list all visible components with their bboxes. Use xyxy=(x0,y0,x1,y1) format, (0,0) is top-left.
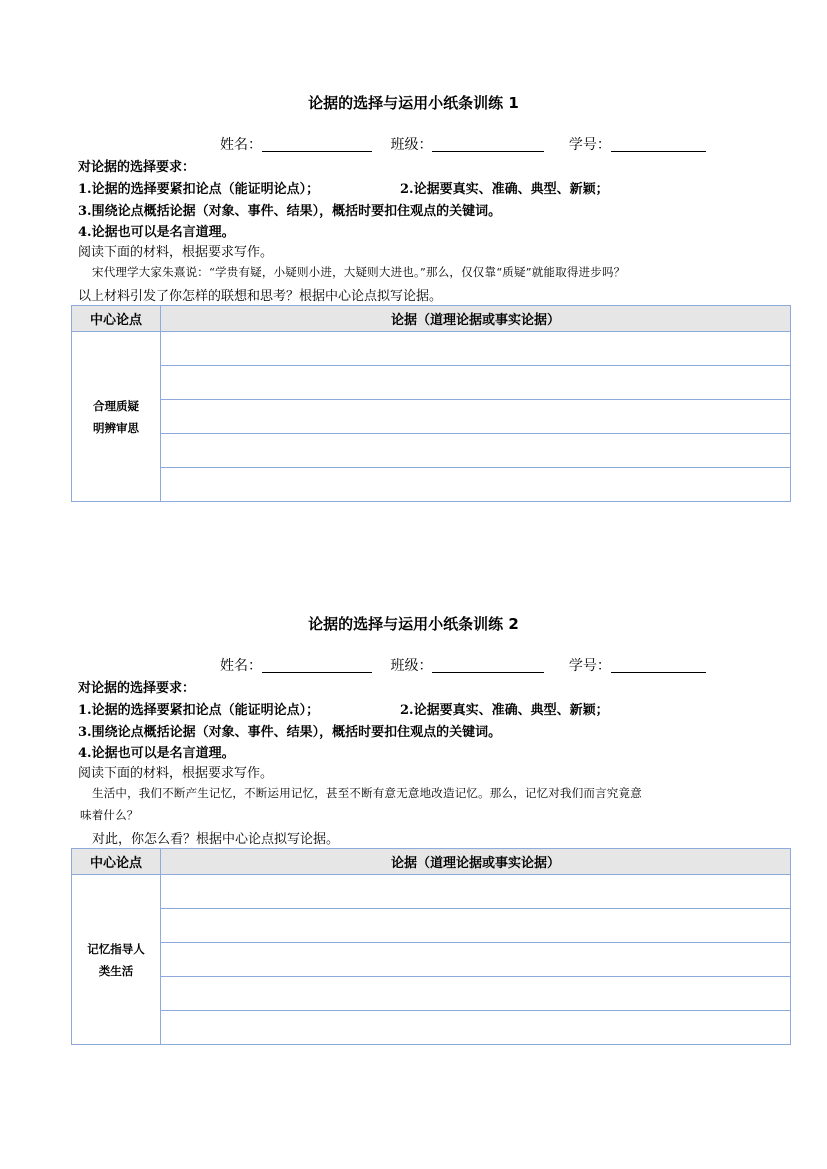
central-claim-line-2: 明辨审思 xyxy=(93,420,139,435)
central-claim-line-1: 合理质疑 xyxy=(93,398,139,413)
material-text: 生活中，我们不断产生记忆，不断运用记忆，甚至不断有意无意地改造记忆。那么，记忆对我们而言究竟意 xyxy=(92,786,642,800)
evidence-column-header: 论据（道理论据或事实论据） xyxy=(161,849,791,875)
requirement-1: 1.论据的选择要紧扣论点（能证明论点）； xyxy=(78,703,320,718)
name-label: 姓名： xyxy=(220,137,262,153)
evidence-row[interactable] xyxy=(161,332,791,366)
requirement-4: 4.论据也可以是名言道理。 xyxy=(78,746,235,761)
instruction: 阅读下面的材料，根据要求写作。 xyxy=(78,245,274,260)
evidence-row[interactable] xyxy=(161,400,791,434)
class-label: 班级： xyxy=(390,137,433,153)
class-label: 班级： xyxy=(390,658,433,674)
evidence-row[interactable] xyxy=(161,1011,791,1045)
material-text: 宋代理学大家朱熹说：“学贵有疑，小疑则小进，大疑则大进也。”那么，仅仅靠“质疑”就能取得进步吗？ xyxy=(92,265,626,279)
claim-column-header: 中心论点 xyxy=(72,306,161,332)
evidence-row[interactable] xyxy=(161,468,791,502)
evidence-row[interactable] xyxy=(161,943,791,977)
material-text-cont: 味着什么？ xyxy=(80,808,139,822)
evidence-row[interactable] xyxy=(161,909,791,943)
evidence-row[interactable] xyxy=(161,977,791,1011)
claim-column-header: 中心论点 xyxy=(72,849,161,875)
name-blank[interactable] xyxy=(262,137,372,152)
student-info-row xyxy=(220,134,706,154)
requirement-3: 3.围绕论点概括论据（对象、事件、结果），概括时要扣住观点的关键词。 xyxy=(78,204,502,219)
worksheet-title: 论据的选择与运用小纸条训练 1 xyxy=(308,94,519,112)
evidence-row[interactable] xyxy=(161,875,791,909)
requirement-3: 3.围绕论点概括论据（对象、事件、结果），概括时要扣住观点的关键词。 xyxy=(78,725,502,740)
instruction: 阅读下面的材料，根据要求写作。 xyxy=(78,766,274,781)
student-id-label: 学号： xyxy=(568,658,611,674)
worksheet-1 xyxy=(0,0,827,560)
central-claim-cell xyxy=(72,332,161,502)
requirement-1: 1.论据的选择要紧扣论点（能证明论点）； xyxy=(78,182,320,197)
requirement-2: 2.论据要真实、准确、典型、新颖； xyxy=(400,703,609,718)
evidence-row[interactable] xyxy=(161,366,791,400)
worksheet-2 xyxy=(0,521,827,1081)
central-claim-cell xyxy=(72,875,161,1045)
argument-table xyxy=(71,305,791,502)
class-blank[interactable] xyxy=(432,658,544,673)
writing-prompt: 对此，你怎么看？根据中心论点拟写论据。 xyxy=(92,832,340,847)
evidence-row[interactable] xyxy=(161,434,791,468)
worksheet-title: 论据的选择与运用小纸条训练 2 xyxy=(308,615,519,633)
argument-table xyxy=(71,848,791,1045)
writing-prompt: 以上材料引发了你怎样的联想和思考？根据中心论点拟写论据。 xyxy=(78,289,443,304)
requirements-heading: 对论据的选择要求： xyxy=(78,681,196,696)
evidence-column-header: 论据（道理论据或事实论据） xyxy=(161,306,791,332)
name-blank[interactable] xyxy=(262,658,372,673)
requirement-2: 2.论据要真实、准确、典型、新颖； xyxy=(400,182,609,197)
central-claim-line-1: 记忆指导人 xyxy=(87,941,145,956)
student-id-blank[interactable] xyxy=(611,658,706,673)
requirements-heading: 对论据的选择要求： xyxy=(78,160,196,175)
student-id-blank[interactable] xyxy=(611,137,706,152)
name-label: 姓名： xyxy=(220,658,262,674)
requirement-4: 4.论据也可以是名言道理。 xyxy=(78,225,235,240)
student-info-row xyxy=(220,655,706,675)
central-claim-line-2: 类生活 xyxy=(98,963,134,978)
student-id-label: 学号： xyxy=(568,137,611,153)
class-blank[interactable] xyxy=(432,137,544,152)
